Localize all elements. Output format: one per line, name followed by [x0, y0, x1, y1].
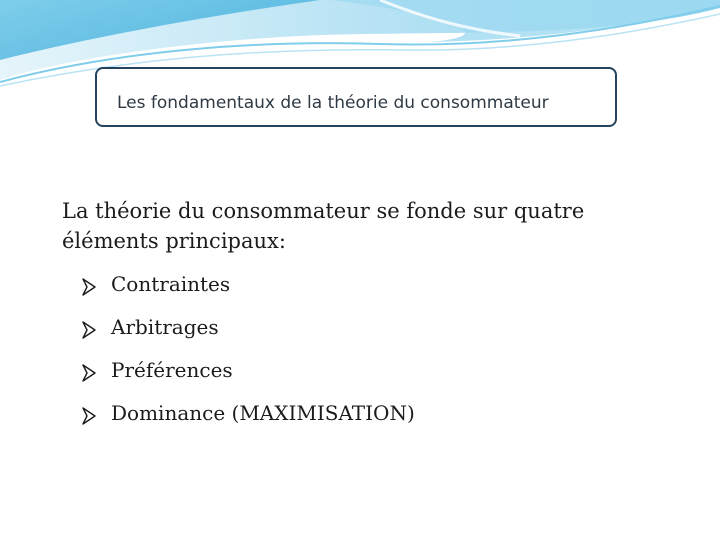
- bullet-text: Préférences: [111, 358, 233, 382]
- slide-title: Les fondamentaux de la théorie du consommateur: [117, 93, 549, 113]
- bullet-text: Arbitrages: [111, 315, 219, 339]
- intro-paragraph: La théorie du consommateur se fonde sur quatre éléments principaux:: [62, 199, 585, 253]
- arrowhead-bullet-icon: [82, 278, 96, 296]
- title-box: [95, 67, 617, 127]
- bullet-text: Dominance (MAXIMISATION): [111, 401, 415, 425]
- bullet-text: Contraintes: [111, 272, 231, 296]
- arrowhead-bullet-icon: [82, 364, 96, 382]
- arrowhead-bullet-icon: [82, 407, 96, 425]
- arrowhead-bullet-icon: [82, 321, 96, 339]
